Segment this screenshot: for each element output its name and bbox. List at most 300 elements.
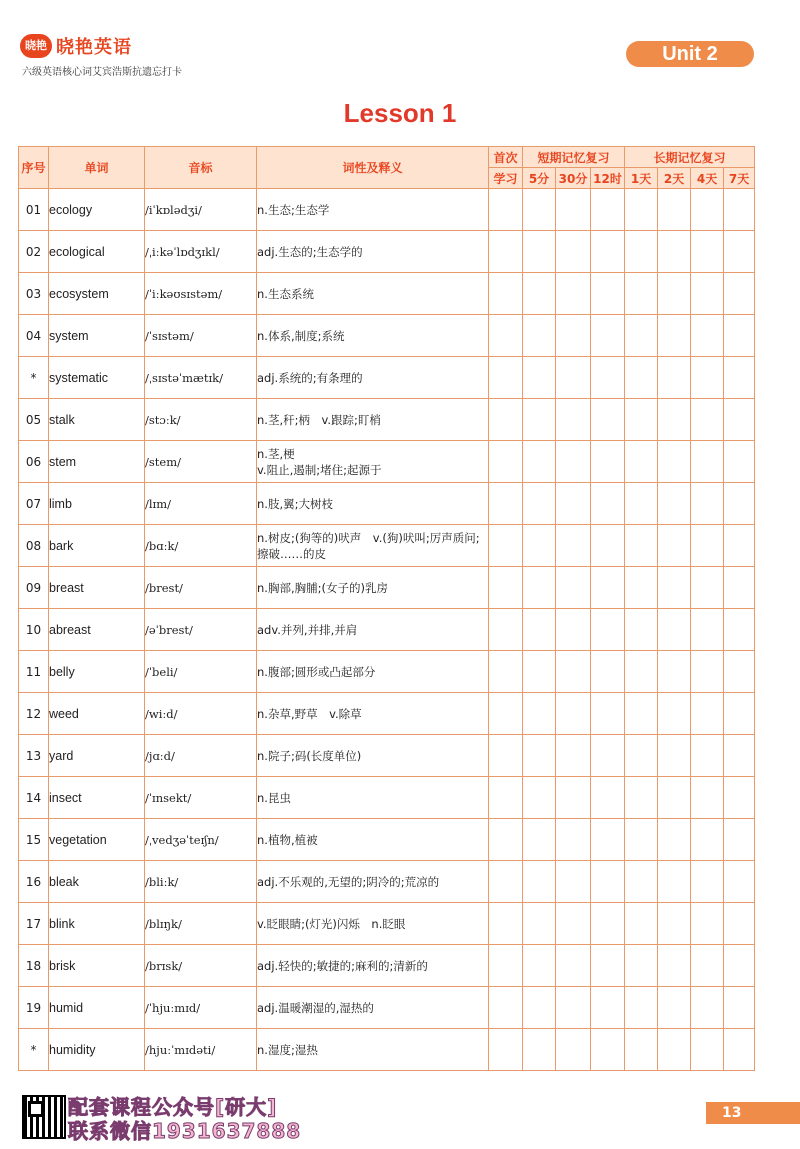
review-checkbox-cell[interactable]: [489, 483, 523, 525]
review-checkbox-cell[interactable]: [625, 861, 658, 903]
review-checkbox-cell[interactable]: [489, 693, 523, 735]
table-row: [19, 483, 755, 525]
review-checkbox-cell[interactable]: [724, 441, 755, 483]
row-number: 04: [19, 315, 49, 357]
row-number: 19: [19, 987, 49, 1029]
review-checkbox-cell[interactable]: [523, 777, 556, 819]
table-row: [19, 189, 755, 231]
review-checkbox-cell[interactable]: [523, 315, 556, 357]
review-checkbox-cell[interactable]: [556, 567, 591, 609]
review-checkbox-cell[interactable]: [691, 273, 724, 315]
review-checkbox-cell[interactable]: [489, 861, 523, 903]
row-number: 10: [19, 609, 49, 651]
review-checkbox-cell[interactable]: [523, 1029, 556, 1071]
row-number: 06: [19, 441, 49, 483]
review-checkbox-cell[interactable]: [556, 1029, 591, 1071]
row-phonetic: /ˈhjuːmɪd/: [145, 987, 257, 1029]
review-checkbox-cell[interactable]: [691, 357, 724, 399]
review-checkbox-cell[interactable]: [489, 777, 523, 819]
review-checkbox-cell[interactable]: [591, 945, 625, 987]
brand-name: 晓艳英语: [56, 37, 132, 58]
review-checkbox-cell[interactable]: [625, 609, 658, 651]
review-checkbox-cell[interactable]: [625, 231, 658, 273]
table-row: [19, 903, 755, 945]
review-checkbox-cell[interactable]: [691, 567, 724, 609]
table-row: [19, 651, 755, 693]
review-checkbox-cell[interactable]: [523, 819, 556, 861]
table-row: [19, 861, 755, 903]
vocabulary-rows: [19, 189, 755, 1071]
row-phonetic: /wiːd/: [145, 693, 257, 735]
table-row: [19, 777, 755, 819]
row-phonetic: /ˌiːkəˈlɒdʒɪkl/: [145, 231, 257, 273]
review-checkbox-cell[interactable]: [658, 609, 691, 651]
table-row: [19, 441, 755, 483]
review-checkbox-cell[interactable]: [691, 903, 724, 945]
review-checkbox-cell[interactable]: [489, 1029, 523, 1071]
review-checkbox-cell[interactable]: [625, 315, 658, 357]
review-checkbox-cell[interactable]: [658, 399, 691, 441]
review-checkbox-cell[interactable]: [724, 651, 755, 693]
row-definition: n.腹部;圆形或凸起部分: [257, 651, 489, 693]
row-word: stalk: [49, 399, 145, 441]
promo-line-2: 联系微信1931637888: [68, 1119, 302, 1143]
book-subtitle: 六级英语核心词艾宾浩斯抗遗忘打卡: [22, 67, 182, 78]
review-checkbox-cell[interactable]: [691, 399, 724, 441]
review-checkbox-cell[interactable]: [724, 693, 755, 735]
row-phonetic: /bɑːk/: [145, 525, 257, 567]
table-row: [19, 609, 755, 651]
review-checkbox-cell[interactable]: [523, 609, 556, 651]
header-short-term: 短期记忆复习: [523, 147, 625, 168]
review-checkbox-cell[interactable]: [658, 357, 691, 399]
header-long-4d: 4天: [691, 168, 724, 189]
review-checkbox-cell[interactable]: [658, 1029, 691, 1071]
review-checkbox-cell[interactable]: [625, 483, 658, 525]
review-checkbox-cell[interactable]: [625, 525, 658, 567]
review-checkbox-cell[interactable]: [625, 1029, 658, 1071]
review-checkbox-cell[interactable]: [724, 1029, 755, 1071]
review-checkbox-cell[interactable]: [591, 315, 625, 357]
review-checkbox-cell[interactable]: [691, 651, 724, 693]
row-number: 11: [19, 651, 49, 693]
row-number: 01: [19, 189, 49, 231]
review-checkbox-cell[interactable]: [523, 357, 556, 399]
unit-badge: Unit 2: [626, 41, 754, 67]
review-checkbox-cell[interactable]: [591, 399, 625, 441]
review-checkbox-cell[interactable]: [489, 903, 523, 945]
review-checkbox-cell[interactable]: [489, 189, 523, 231]
row-phonetic: /əˈbrest/: [145, 609, 257, 651]
row-number: 07: [19, 483, 49, 525]
review-checkbox-cell[interactable]: [556, 483, 591, 525]
vocabulary-table: [18, 146, 755, 1071]
review-checkbox-cell[interactable]: [556, 189, 591, 231]
review-checkbox-cell[interactable]: [591, 735, 625, 777]
row-definition: adv.并列,并排,并肩: [257, 609, 489, 651]
page-number: 13: [706, 1102, 800, 1124]
row-number: 17: [19, 903, 49, 945]
review-checkbox-cell[interactable]: [724, 315, 755, 357]
review-checkbox-cell[interactable]: [591, 525, 625, 567]
review-checkbox-cell[interactable]: [658, 189, 691, 231]
review-checkbox-cell[interactable]: [556, 903, 591, 945]
review-checkbox-cell[interactable]: [591, 777, 625, 819]
qr-code-icon: [22, 1095, 66, 1139]
review-checkbox-cell[interactable]: [658, 441, 691, 483]
review-checkbox-cell[interactable]: [591, 693, 625, 735]
review-checkbox-cell[interactable]: [625, 441, 658, 483]
review-checkbox-cell[interactable]: [523, 567, 556, 609]
row-word: vegetation: [49, 819, 145, 861]
promo-line-1: 配套课程公众号[研大]: [68, 1095, 278, 1119]
review-checkbox-cell[interactable]: [691, 777, 724, 819]
review-checkbox-cell[interactable]: [658, 777, 691, 819]
review-checkbox-cell[interactable]: [625, 693, 658, 735]
review-checkbox-cell[interactable]: [489, 273, 523, 315]
review-checkbox-cell[interactable]: [658, 315, 691, 357]
review-checkbox-cell[interactable]: [489, 525, 523, 567]
lesson-title: Lesson 1: [343, 98, 457, 128]
row-phonetic: /brɪsk/: [145, 945, 257, 987]
table-row: [19, 693, 755, 735]
review-checkbox-cell[interactable]: [724, 567, 755, 609]
header-phonetic: 音标: [145, 147, 257, 189]
row-number: 08: [19, 525, 49, 567]
header-index: 序号: [19, 147, 49, 189]
row-definition: n.肢,翼;大树枝: [257, 483, 489, 525]
review-checkbox-cell[interactable]: [691, 1029, 724, 1071]
row-definition: n.院子;码(长度单位): [257, 735, 489, 777]
row-number: 09: [19, 567, 49, 609]
review-checkbox-cell[interactable]: [625, 945, 658, 987]
row-definition: v.眨眼睛;(灯光)闪烁 n.眨眼: [257, 903, 489, 945]
row-definition: n.生态系统: [257, 273, 489, 315]
review-checkbox-cell[interactable]: [556, 861, 591, 903]
header-short-30min: 30分: [556, 168, 591, 189]
review-checkbox-cell[interactable]: [523, 483, 556, 525]
review-checkbox-cell[interactable]: [591, 567, 625, 609]
review-checkbox-cell[interactable]: [691, 945, 724, 987]
row-definition: adj.轻快的;敏捷的;麻利的;清新的: [257, 945, 489, 987]
row-word: stem: [49, 441, 145, 483]
review-checkbox-cell[interactable]: [523, 189, 556, 231]
review-checkbox-cell[interactable]: [658, 483, 691, 525]
row-definition: adj.系统的;有条理的: [257, 357, 489, 399]
review-checkbox-cell[interactable]: [724, 945, 755, 987]
header-first-study-bottom: 学习: [489, 168, 523, 189]
table-row: [19, 945, 755, 987]
row-word: systematic: [49, 357, 145, 399]
table-row: [19, 1029, 755, 1071]
review-checkbox-cell[interactable]: [658, 735, 691, 777]
row-word: belly: [49, 651, 145, 693]
row-word: humid: [49, 987, 145, 1029]
row-word: brisk: [49, 945, 145, 987]
row-definition: n.胸部,胸脯;(女子的)乳房: [257, 567, 489, 609]
review-checkbox-cell[interactable]: [591, 231, 625, 273]
review-checkbox-cell[interactable]: [591, 819, 625, 861]
row-word: yard: [49, 735, 145, 777]
row-definition: n.湿度;湿热: [257, 1029, 489, 1071]
review-checkbox-cell[interactable]: [658, 567, 691, 609]
header-long-term: 长期记忆复习: [625, 147, 755, 168]
review-checkbox-cell[interactable]: [724, 861, 755, 903]
review-checkbox-cell[interactable]: [523, 441, 556, 483]
review-checkbox-cell[interactable]: [658, 819, 691, 861]
row-phonetic: /stɔːk/: [145, 399, 257, 441]
review-checkbox-cell[interactable]: [489, 315, 523, 357]
page-header: [0, 0, 800, 90]
row-phonetic: /lɪm/: [145, 483, 257, 525]
row-definition: n.茎,梗 v.阻止,遏制;堵住;起源于: [257, 441, 489, 483]
review-checkbox-cell[interactable]: [556, 651, 591, 693]
review-checkbox-cell[interactable]: [556, 399, 591, 441]
review-checkbox-cell[interactable]: [625, 987, 658, 1029]
review-checkbox-cell[interactable]: [691, 441, 724, 483]
header-long-7d: 7天: [724, 168, 755, 189]
review-checkbox-cell[interactable]: [591, 651, 625, 693]
row-word: ecological: [49, 231, 145, 273]
table-row: [19, 735, 755, 777]
row-number: 05: [19, 399, 49, 441]
review-checkbox-cell[interactable]: [658, 987, 691, 1029]
row-word: ecology: [49, 189, 145, 231]
review-checkbox-cell[interactable]: [489, 735, 523, 777]
row-number: 12: [19, 693, 49, 735]
row-phonetic: /jɑːd/: [145, 735, 257, 777]
table-row: [19, 567, 755, 609]
review-checkbox-cell[interactable]: [489, 357, 523, 399]
review-checkbox-cell[interactable]: [523, 735, 556, 777]
review-checkbox-cell[interactable]: [523, 525, 556, 567]
review-checkbox-cell[interactable]: [556, 987, 591, 1029]
review-checkbox-cell[interactable]: [523, 987, 556, 1029]
review-checkbox-cell[interactable]: [489, 609, 523, 651]
review-checkbox-cell[interactable]: [523, 651, 556, 693]
review-checkbox-cell[interactable]: [625, 399, 658, 441]
row-phonetic: /ˌvedʒəˈteɪʃn/: [145, 819, 257, 861]
review-checkbox-cell[interactable]: [691, 609, 724, 651]
review-checkbox-cell[interactable]: [724, 777, 755, 819]
review-checkbox-cell[interactable]: [591, 987, 625, 1029]
review-checkbox-cell[interactable]: [724, 609, 755, 651]
review-checkbox-cell[interactable]: [523, 903, 556, 945]
review-checkbox-cell[interactable]: [489, 945, 523, 987]
review-checkbox-cell[interactable]: [691, 735, 724, 777]
row-number: *: [19, 1029, 49, 1071]
review-checkbox-cell[interactable]: [691, 525, 724, 567]
review-checkbox-cell[interactable]: [625, 735, 658, 777]
review-checkbox-cell[interactable]: [556, 315, 591, 357]
row-number: 14: [19, 777, 49, 819]
row-phonetic: /ˈsɪstəm/: [145, 315, 257, 357]
review-checkbox-cell[interactable]: [691, 231, 724, 273]
table-row: [19, 231, 755, 273]
row-definition: n.植物,植被: [257, 819, 489, 861]
review-checkbox-cell[interactable]: [489, 231, 523, 273]
review-checkbox-cell[interactable]: [724, 987, 755, 1029]
review-checkbox-cell[interactable]: [556, 819, 591, 861]
row-number: 03: [19, 273, 49, 315]
row-phonetic: /hjuːˈmɪdəti/: [145, 1029, 257, 1071]
review-checkbox-cell[interactable]: [658, 903, 691, 945]
row-definition: adj.温暖潮湿的,湿热的: [257, 987, 489, 1029]
review-checkbox-cell[interactable]: [523, 399, 556, 441]
review-checkbox-cell[interactable]: [724, 189, 755, 231]
table-row: [19, 357, 755, 399]
review-checkbox-cell[interactable]: [556, 525, 591, 567]
review-checkbox-cell[interactable]: [523, 861, 556, 903]
row-phonetic: /ˌsɪstəˈmætɪk/: [145, 357, 257, 399]
review-checkbox-cell[interactable]: [691, 987, 724, 1029]
review-checkbox-cell[interactable]: [489, 441, 523, 483]
review-checkbox-cell[interactable]: [724, 483, 755, 525]
review-checkbox-cell[interactable]: [691, 189, 724, 231]
review-checkbox-cell[interactable]: [658, 231, 691, 273]
review-checkbox-cell[interactable]: [591, 189, 625, 231]
review-checkbox-cell[interactable]: [556, 609, 591, 651]
review-checkbox-cell[interactable]: [489, 399, 523, 441]
row-phonetic: /ˈbeli/: [145, 651, 257, 693]
review-checkbox-cell[interactable]: [556, 945, 591, 987]
row-number: 13: [19, 735, 49, 777]
table-row: [19, 315, 755, 357]
review-checkbox-cell[interactable]: [591, 357, 625, 399]
review-checkbox-cell[interactable]: [591, 609, 625, 651]
review-checkbox-cell[interactable]: [724, 903, 755, 945]
review-checkbox-cell[interactable]: [658, 651, 691, 693]
review-checkbox-cell[interactable]: [658, 861, 691, 903]
row-word: blink: [49, 903, 145, 945]
review-checkbox-cell[interactable]: [523, 693, 556, 735]
row-definition: adj.生态的;生态学的: [257, 231, 489, 273]
review-checkbox-cell[interactable]: [523, 945, 556, 987]
review-checkbox-cell[interactable]: [556, 441, 591, 483]
row-number: 18: [19, 945, 49, 987]
review-checkbox-cell[interactable]: [591, 861, 625, 903]
header-long-1d: 1天: [625, 168, 658, 189]
review-checkbox-cell[interactable]: [591, 441, 625, 483]
page-footer: [0, 1085, 800, 1149]
table-row: [19, 273, 755, 315]
review-checkbox-cell[interactable]: [556, 693, 591, 735]
row-number: 02: [19, 231, 49, 273]
row-phonetic: /ˈiːkəʊsɪstəm/: [145, 273, 257, 315]
review-checkbox-cell[interactable]: [625, 189, 658, 231]
review-checkbox-cell[interactable]: [556, 777, 591, 819]
header-short-12h: 12时: [591, 168, 625, 189]
review-checkbox-cell[interactable]: [658, 273, 691, 315]
review-checkbox-cell[interactable]: [591, 273, 625, 315]
header-definition: 词性及释义: [257, 147, 489, 189]
review-checkbox-cell[interactable]: [724, 819, 755, 861]
row-definition: n.体系,制度;系统: [257, 315, 489, 357]
row-phonetic: /iˈkɒlədʒi/: [145, 189, 257, 231]
review-checkbox-cell[interactable]: [625, 903, 658, 945]
review-checkbox-cell[interactable]: [691, 693, 724, 735]
row-number: 15: [19, 819, 49, 861]
review-checkbox-cell[interactable]: [625, 651, 658, 693]
row-definition: n.生态;生态学: [257, 189, 489, 231]
table-row: [19, 525, 755, 567]
review-checkbox-cell[interactable]: [691, 315, 724, 357]
row-number: 16: [19, 861, 49, 903]
review-checkbox-cell[interactable]: [523, 273, 556, 315]
review-checkbox-cell[interactable]: [724, 525, 755, 567]
row-definition: n.杂草,野草 v.除草: [257, 693, 489, 735]
review-checkbox-cell[interactable]: [625, 777, 658, 819]
row-word: ecosystem: [49, 273, 145, 315]
review-checkbox-cell[interactable]: [523, 231, 556, 273]
review-checkbox-cell[interactable]: [625, 273, 658, 315]
review-checkbox-cell[interactable]: [691, 861, 724, 903]
review-checkbox-cell[interactable]: [724, 357, 755, 399]
review-checkbox-cell[interactable]: [556, 231, 591, 273]
row-word: abreast: [49, 609, 145, 651]
table-row: [19, 987, 755, 1029]
review-checkbox-cell[interactable]: [658, 525, 691, 567]
row-definition: adj.不乐观的,无望的;阴冷的;荒凉的: [257, 861, 489, 903]
row-word: bleak: [49, 861, 145, 903]
row-word: breast: [49, 567, 145, 609]
review-checkbox-cell[interactable]: [591, 903, 625, 945]
row-phonetic: /stem/: [145, 441, 257, 483]
review-checkbox-cell[interactable]: [625, 357, 658, 399]
header-word: 单词: [49, 147, 145, 189]
row-word: limb: [49, 483, 145, 525]
review-checkbox-cell[interactable]: [658, 693, 691, 735]
row-word: insect: [49, 777, 145, 819]
review-checkbox-cell[interactable]: [489, 651, 523, 693]
review-checkbox-cell[interactable]: [724, 399, 755, 441]
row-definition: n.树皮;(狗等的)吠声 v.(狗)吠叫;厉声质问;擦破……的皮: [257, 525, 489, 567]
header-first-study-top: 首次: [489, 147, 523, 168]
review-checkbox-cell[interactable]: [489, 987, 523, 1029]
row-word: bark: [49, 525, 145, 567]
row-phonetic: /brest/: [145, 567, 257, 609]
row-phonetic: /ˈɪnsekt/: [145, 777, 257, 819]
review-checkbox-cell[interactable]: [556, 273, 591, 315]
review-checkbox-cell[interactable]: [658, 945, 691, 987]
review-checkbox-cell[interactable]: [724, 231, 755, 273]
review-checkbox-cell[interactable]: [691, 819, 724, 861]
review-checkbox-cell[interactable]: [591, 483, 625, 525]
row-phonetic: /bliːk/: [145, 861, 257, 903]
review-checkbox-cell[interactable]: [625, 819, 658, 861]
review-checkbox-cell[interactable]: [724, 273, 755, 315]
row-phonetic: /blɪŋk/: [145, 903, 257, 945]
review-checkbox-cell[interactable]: [691, 483, 724, 525]
row-definition: n.茎,秆;柄 v.跟踪;盯梢: [257, 399, 489, 441]
row-word: humidity: [49, 1029, 145, 1071]
row-number: *: [19, 357, 49, 399]
review-checkbox-cell[interactable]: [489, 819, 523, 861]
table-header-row: [19, 147, 755, 168]
table-row: [19, 819, 755, 861]
review-checkbox-cell[interactable]: [591, 1029, 625, 1071]
row-word: system: [49, 315, 145, 357]
header-short-5min: 5分: [523, 168, 556, 189]
row-word: weed: [49, 693, 145, 735]
review-checkbox-cell[interactable]: [556, 735, 591, 777]
review-checkbox-cell[interactable]: [724, 735, 755, 777]
review-checkbox-cell[interactable]: [489, 567, 523, 609]
header-long-2d: 2天: [658, 168, 691, 189]
review-checkbox-cell[interactable]: [556, 357, 591, 399]
review-checkbox-cell[interactable]: [625, 567, 658, 609]
table-row: [19, 399, 755, 441]
